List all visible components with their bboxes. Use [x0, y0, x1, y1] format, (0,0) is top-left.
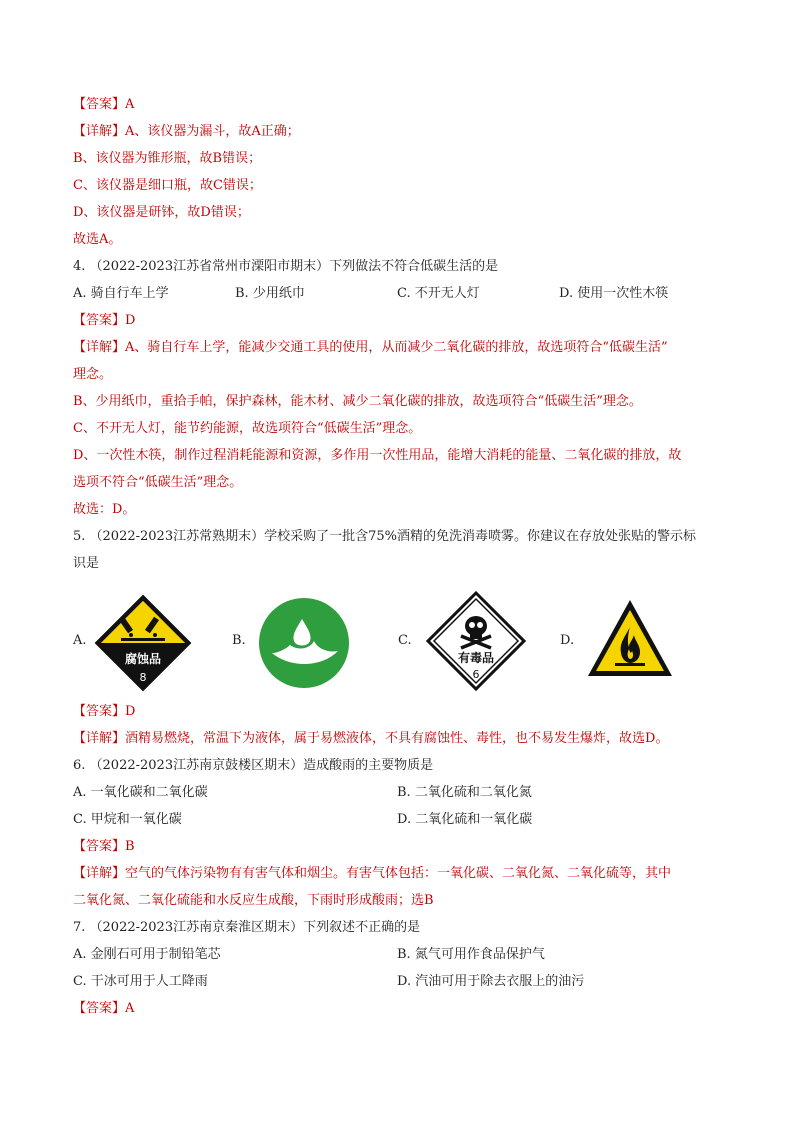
- detail-text: 酒精易燃烧，常温下为液体，属于易燃液体，不具有腐蚀性、毒性，也不易发生爆炸，故选D。: [125, 731, 669, 746]
- answer-tag: 【答案】: [73, 839, 126, 854]
- detail-text: A、该仪器为漏斗，故A正确；: [125, 124, 300, 139]
- q4-detail-7: 故选：D。: [73, 502, 136, 517]
- detail-tag: 【详解】: [73, 731, 126, 746]
- answer-tag: 【答案】: [73, 97, 126, 112]
- answer-tag: 【答案】: [73, 313, 126, 328]
- q4-detail-4: C、不开无人灯，能节约能源，故选项符合“低碳生活”理念。: [73, 421, 422, 436]
- toxic-sign-icon: [425, 590, 527, 692]
- q3-detail-2: B、该仪器为锥形瓶，故B错误；: [73, 151, 262, 166]
- answer-tag: 【答案】: [73, 1001, 126, 1016]
- q5-stem-2: 识是: [73, 556, 100, 571]
- q7-option-a: A. 金刚石可用于制铅笔芯: [73, 947, 221, 962]
- q7-stem: 7. （2022-2023江苏南京秦淮区期末）下列叙述不正确的是: [73, 920, 421, 935]
- q3-detail-5: 故选A。: [73, 232, 122, 247]
- q4-detail-2: 理念。: [73, 367, 113, 382]
- q4-answer: [73, 312, 135, 330]
- answer-value: D: [125, 704, 136, 719]
- q4-detail-6: 选项不符合“低碳生活”理念。: [73, 475, 243, 490]
- q3-detail-3: C、该仪器是细口瓶，故C错误；: [73, 178, 262, 193]
- toxic-sign-text: 有毒品: [457, 651, 495, 665]
- flammable-sign-icon: [585, 597, 675, 679]
- q5-stem-1: 5. （2022-2023江苏常熟期末）学校采购了一批含75%酒精的免洗消毒喷雾。你建议在存放处张贴的警示标: [73, 529, 696, 544]
- q4-stem: 4. （2022-2023江苏省常州市溧阳市期末）下列做法不符合低碳生活的是: [73, 259, 499, 274]
- answer-value: A: [125, 1001, 135, 1016]
- q6-option-a: A. 一氧化碳和二氧化碳: [73, 785, 208, 800]
- q7-option-b: B. 氮气可用作食品保护气: [397, 947, 545, 962]
- detail-tag: 【详解】: [73, 124, 126, 139]
- q6-option-c: C. 甲烷和一氧化碳: [73, 812, 182, 827]
- q3-detail-4: D、该仪器是研钵，故D错误；: [73, 205, 250, 220]
- q6-option-b: B. 二氧化硫和二氧化氮: [397, 785, 532, 800]
- q5-option-d-label: D.: [560, 633, 575, 648]
- q4-detail-5: D、一次性木筷，制作过程消耗能源和资源，多作用一次性用品，能增大消耗的能量、二氧化碳的排放，故: [73, 448, 682, 463]
- answer-value: A: [125, 97, 135, 112]
- q7-answer: [73, 1000, 134, 1018]
- q4-option-a: A. 骑自行车上学: [73, 286, 169, 301]
- q5-detail: [73, 730, 668, 748]
- answer-value: B: [125, 839, 135, 854]
- q4-detail-3: B、少用纸巾，重拾手帕，保护森林，能木材、减少二氧化碳的排放，故选项符合“低碳生活”理念。: [73, 394, 642, 409]
- corrosive-sign-icon: [93, 593, 193, 693]
- q5-answer: [73, 703, 135, 721]
- answer-value: D: [125, 313, 136, 328]
- corrosive-sign-number: 8: [139, 671, 147, 684]
- q4-option-b: B. 少用纸巾: [235, 286, 305, 301]
- q5-option-c-label: C.: [398, 633, 412, 648]
- q4-option-d: D. 使用一次性木筷: [559, 286, 669, 301]
- detail-tag: 【详解】: [73, 866, 126, 881]
- q7-option-d: D. 汽油可用于除去衣服上的油污: [397, 974, 585, 989]
- q6-answer: [73, 838, 135, 856]
- detail-text: 空气的气体污染物有有害气体和烟尘。有害气体包括：一氧化碳、二氧化氮、二氧化硫等，其中: [125, 866, 672, 881]
- q3-answer: [73, 96, 134, 114]
- q6-stem: 6. （2022-2023江苏南京鼓楼区期末）造成酸雨的主要物质是: [73, 758, 434, 773]
- detail-text: A、骑自行车上学，能减少交通工具的使用，从而减少二氧化碳的排放，故选项符合“低碳生活”: [125, 340, 668, 355]
- q4-option-c: C. 不开无人灯: [397, 286, 480, 301]
- q6-detail-1: [73, 865, 671, 883]
- q6-detail-2: 二氧化氮、二氧化硫能和水反应生成酸，下雨时形成酸雨；选B: [73, 893, 434, 908]
- detail-tag: 【详解】: [73, 340, 126, 355]
- water-saving-sign-icon: [258, 597, 350, 689]
- q7-option-c: C. 干冰可用于人工降雨: [73, 974, 208, 989]
- answer-tag: 【答案】: [73, 704, 126, 719]
- corrosive-sign-text: 腐蚀品: [124, 652, 162, 666]
- q5-option-a-label: A.: [73, 633, 87, 648]
- q5-option-b-label: B.: [232, 633, 246, 648]
- toxic-sign-number: 6: [472, 668, 480, 681]
- q6-option-d: D. 二氧化硫和一氧化碳: [397, 812, 533, 827]
- q4-detail-1: [73, 339, 668, 357]
- q3-detail-1: [73, 123, 300, 141]
